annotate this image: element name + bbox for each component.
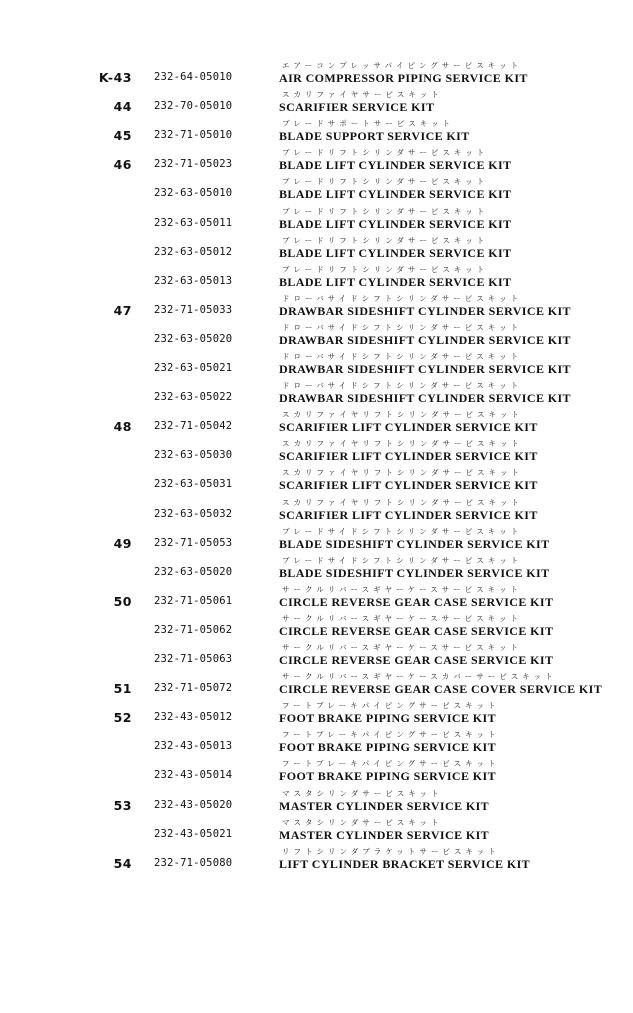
katakana-name: フートブレーキパイピングサービスキット xyxy=(282,730,500,740)
katakana-name: スカリファイヤリフトシリンダサービスキット xyxy=(282,410,523,420)
katakana-name: マスタシリンダサービスキット xyxy=(282,817,443,827)
katakana-name: スカリファイヤリフトシリンダサービスキット xyxy=(282,439,523,449)
parts-row xyxy=(0,441,633,470)
part-name: AIR COMPRESSOR PIPING SERVICE KIT xyxy=(279,71,528,85)
katakana-name: サークルリバースギヤーケースサービスキット xyxy=(282,643,522,652)
part-number: 232-63-05013 xyxy=(154,274,233,287)
katakana-name: ドローバサイドシフトシリンダサービスキット xyxy=(282,322,523,332)
katakana-name: ドローバサイドシフトシリンダサービスキット xyxy=(282,381,523,391)
katakana-name: ブレードリフトシリンダサービスキット xyxy=(282,148,489,158)
parts-row xyxy=(0,293,633,325)
part-number: 232-63-05011 xyxy=(154,216,233,229)
part-number: 232-63-05012 xyxy=(154,245,233,258)
part-number: 232-43-05021 xyxy=(154,827,233,840)
part-name: FOOT BRAKE PIPING SERVICE KIT xyxy=(279,711,496,726)
part-number: 232-43-05020 xyxy=(154,798,233,811)
part-number: 232-71-05010 xyxy=(154,129,233,142)
part-name: DRAWBAR SIDESHIFT CYLINDER SERVICE KIT xyxy=(279,303,571,318)
parts-row xyxy=(0,703,633,732)
parts-row xyxy=(0,150,633,179)
parts-row xyxy=(0,383,633,412)
part-name: MASTER CYLINDER SERVICE KIT xyxy=(279,798,490,813)
part-name: BLADE LIFT CYLINDER SERVICE KIT xyxy=(279,187,512,202)
parts-row xyxy=(0,732,633,761)
part-name: LIFT CYLINDER BRACKET SERVICE KIT xyxy=(279,856,531,871)
reference-number: 51 xyxy=(113,681,132,697)
parts-row xyxy=(0,788,633,820)
reference-number: 48 xyxy=(113,419,132,435)
part-number: 232-71-05072 xyxy=(154,682,233,695)
part-number: 232-71-05063 xyxy=(154,653,233,665)
katakana-name: リフトシリンダブラケットサービスキット xyxy=(282,846,500,856)
katakana-name: エアーコンプレッサパイピングサービスキット xyxy=(282,61,523,70)
part-name: CIRCLE REVERSE GEAR CASE COVER SERVICE KIT xyxy=(279,682,603,697)
katakana-name: ドローバサイドシフトシリンダサービスキット xyxy=(282,293,523,303)
part-number: 232-64-05010 xyxy=(154,71,233,83)
katakana-name: ドローバサイドシフトシリンダサービスキット xyxy=(282,352,523,361)
reference-number: 49 xyxy=(113,535,132,551)
reference-number: 50 xyxy=(113,593,132,609)
part-name: BLADE SIDESHIFT CYLINDER SERVICE KIT xyxy=(279,536,550,551)
katakana-name: ブレードサイドシフトシリンダサービスキット xyxy=(282,526,523,536)
part-number: 232-43-05013 xyxy=(154,740,233,753)
part-name: BLADE LIFT CYLINDER SERVICE KIT xyxy=(279,216,512,231)
katakana-name: ブレードリフトシリンダサービスキット xyxy=(282,264,489,274)
parts-row xyxy=(0,264,633,296)
parts-row xyxy=(0,555,633,587)
katakana-name: ブレードリフトシリンダサービスキット xyxy=(282,235,489,245)
part-number: 232-71-05053 xyxy=(154,536,233,549)
part-number: 232-70-05010 xyxy=(154,100,233,113)
part-number: 232-63-05030 xyxy=(154,449,233,462)
part-name: CIRCLE REVERSE GEAR CASE SERVICE KIT xyxy=(279,623,554,638)
katakana-name: マスタシリンダサービスキット xyxy=(282,788,443,798)
part-name: SCARIFIER LIFT CYLINDER SERVICE KIT xyxy=(279,420,538,435)
parts-row xyxy=(0,206,633,238)
parts-row xyxy=(0,817,633,849)
part-number: 232-71-05033 xyxy=(154,303,233,316)
katakana-name: ブレードリフトシリンダサービスキット xyxy=(282,206,489,216)
part-name: MASTER CYLINDER SERVICE KIT xyxy=(279,827,490,842)
part-name: CIRCLE REVERSE GEAR CASE SERVICE KIT xyxy=(279,653,554,667)
parts-row xyxy=(0,470,633,499)
parts-row xyxy=(0,526,633,558)
katakana-name: スカリファイヤリフトシリンダサービスキット xyxy=(282,468,523,478)
part-number: 232-63-05020 xyxy=(154,332,233,345)
parts-row xyxy=(0,674,633,703)
part-number: 232-63-05021 xyxy=(154,362,233,374)
parts-row xyxy=(0,761,633,790)
part-number: 232-71-05023 xyxy=(154,158,233,171)
part-number: 232-71-05061 xyxy=(154,594,233,607)
part-name: SCARIFIER LIFT CYLINDER SERVICE KIT xyxy=(279,507,538,522)
parts-row xyxy=(0,354,633,383)
katakana-name: ブレードサイドシフトシリンダサービスキット xyxy=(282,555,523,565)
katakana-name: ブレードサポートサービスキット xyxy=(282,119,455,129)
parts-row xyxy=(0,846,633,878)
reference-number: 54 xyxy=(113,855,132,871)
part-name: BLADE LIFT CYLINDER SERVICE KIT xyxy=(279,245,512,260)
parts-row xyxy=(0,584,633,616)
katakana-name: フートブレーキパイピングサービスキット xyxy=(282,701,500,711)
reference-number: 44 xyxy=(113,99,132,115)
reference-number: 46 xyxy=(113,157,132,173)
part-name: DRAWBAR SIDESHIFT CYLINDER SERVICE KIT xyxy=(279,332,571,347)
katakana-name: フートブレーキパイピングサービスキット xyxy=(282,759,500,769)
parts-row xyxy=(0,412,633,441)
reference-number: K-43 xyxy=(98,70,132,85)
parts-row xyxy=(0,121,633,150)
part-number: 232-63-05020 xyxy=(154,565,233,578)
part-number: 232-63-05032 xyxy=(154,507,233,520)
part-number: 232-43-05014 xyxy=(154,769,233,782)
parts-row xyxy=(0,322,633,354)
parts-row xyxy=(0,645,633,674)
part-number: 232-63-05022 xyxy=(154,391,233,404)
part-name: BLADE SUPPORT SERVICE KIT xyxy=(279,129,470,144)
part-name: SCARIFIER SERVICE KIT xyxy=(279,100,435,115)
parts-row xyxy=(0,179,633,208)
parts-row xyxy=(0,497,633,529)
katakana-name: スカリファイヤリフトシリンダサービスキット xyxy=(282,497,523,507)
part-name: DRAWBAR SIDESHIFT CYLINDER SERVICE KIT xyxy=(279,362,571,376)
part-name: SCARIFIER LIFT CYLINDER SERVICE KIT xyxy=(279,478,538,493)
part-name: BLADE LIFT CYLINDER SERVICE KIT xyxy=(279,274,512,289)
parts-row xyxy=(0,613,633,645)
part-number: 232-71-05062 xyxy=(154,623,233,636)
part-name: BLADE LIFT CYLINDER SERVICE KIT xyxy=(279,158,512,173)
reference-number: 53 xyxy=(113,797,132,813)
part-name: DRAWBAR SIDESHIFT CYLINDER SERVICE KIT xyxy=(279,391,571,406)
part-name: FOOT BRAKE PIPING SERVICE KIT xyxy=(279,769,496,784)
katakana-name: スカリファイヤサービスキット xyxy=(282,90,443,100)
part-number: 232-43-05012 xyxy=(154,711,233,724)
katakana-name: サークルリバースギヤーケースサービスキット xyxy=(282,613,522,623)
parts-row xyxy=(0,92,633,121)
part-name: CIRCLE REVERSE GEAR CASE SERVICE KIT xyxy=(279,594,554,609)
part-name: BLADE SIDESHIFT CYLINDER SERVICE KIT xyxy=(279,565,550,580)
part-number: 232-63-05031 xyxy=(154,478,233,491)
reference-number: 52 xyxy=(113,710,132,726)
parts-row xyxy=(0,63,633,92)
part-number: 232-63-05010 xyxy=(154,187,233,200)
part-name: FOOT BRAKE PIPING SERVICE KIT xyxy=(279,740,496,755)
part-name: SCARIFIER LIFT CYLINDER SERVICE KIT xyxy=(279,449,538,464)
parts-row xyxy=(0,235,633,267)
part-number: 232-71-05042 xyxy=(154,420,233,433)
katakana-name: ブレードリフトシリンダサービスキット xyxy=(282,177,489,187)
part-number: 232-71-05080 xyxy=(154,856,233,869)
katakana-name: サークルリバースギヤーケースカバーサービスキット xyxy=(282,672,557,682)
reference-number: 47 xyxy=(113,302,132,318)
katakana-name: サークルリバースギヤーケースサービスキット xyxy=(282,584,522,594)
reference-number: 45 xyxy=(113,128,132,144)
